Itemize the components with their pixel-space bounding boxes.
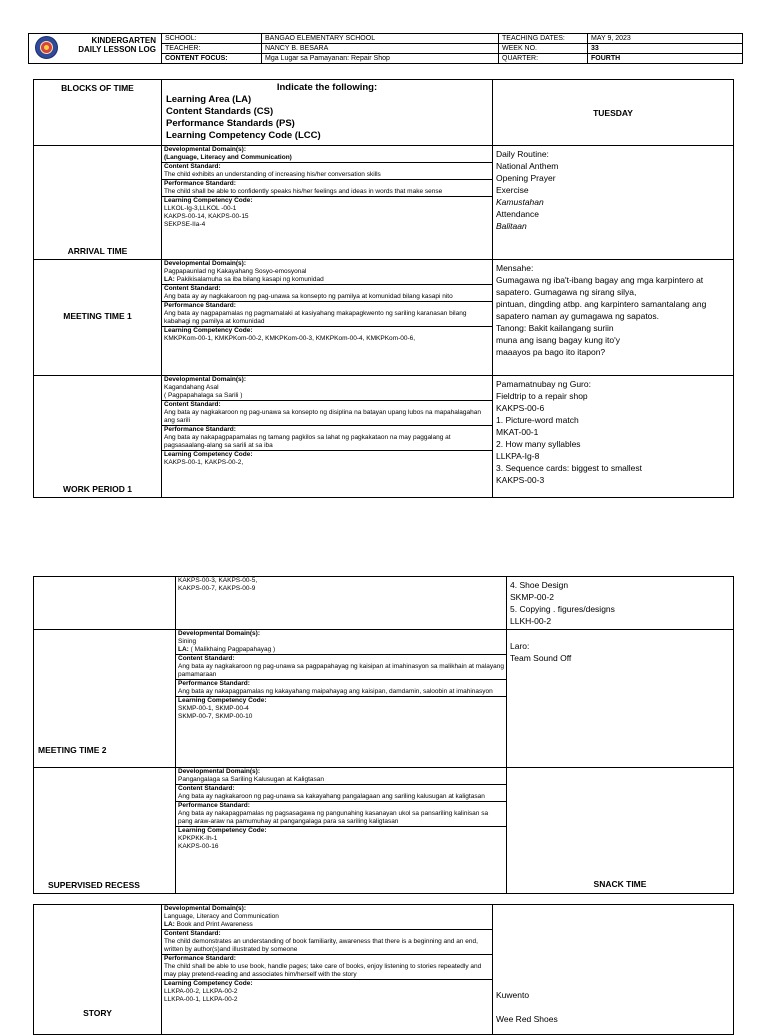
header-table <box>28 33 743 64</box>
work1-code-4: KAKPS-00-3 <box>496 475 545 485</box>
work1-ps-heading: Performance Standard: <box>164 426 236 433</box>
recess-lcc-heading: Learning Competency Code: <box>178 827 267 834</box>
continued-domain-cell <box>176 577 507 630</box>
story-dd-heading: Developmental Domain(s): <box>164 905 246 912</box>
continued-code-4: SKMP-00-2 <box>510 592 554 602</box>
work1-lcc-heading: Learning Competency Code: <box>164 451 253 458</box>
meeting2-cs-1: Ang bata ay nagkakaroon ng pag-unawa sa pagpapahayag ng kaisipan at imahinasyon sa malikhain at malayang <box>178 663 504 670</box>
indicate-la: Learning Area (LA) <box>166 94 252 105</box>
work1-dd-heading: Developmental Domain(s): <box>164 376 246 383</box>
meeting1-dd: Pagpapaunlad ng Kakayahang Sosyo-emosyonal <box>164 268 307 275</box>
story-lcc-1: LLKPA-00-2, LLKPA-00-2 <box>164 988 238 995</box>
arrival-cs-heading: Content Standard: <box>164 163 221 170</box>
school-label: SCHOOL: <box>162 34 262 44</box>
work1-lcc: KAKPS-00-1, KAKPS-00-2, <box>164 459 244 466</box>
work1-code-1: KAKPS-00-6 <box>496 403 545 413</box>
meeting2-lcc-heading: Learning Competency Code: <box>178 697 267 704</box>
lesson-table-2 <box>33 576 734 894</box>
work1-code-2: MKAT-00-1 <box>496 427 539 437</box>
recess-lcc-1: KPKPKK-Ih-1 <box>178 835 218 842</box>
dates-value: MAY 9, 2023 <box>588 34 743 44</box>
arrival-routine-prayer: Opening Prayer <box>496 173 556 183</box>
recess-dd: Pangangalaga sa Sariling Kalusugan at Kaligtasan <box>178 776 324 783</box>
meeting2-lcc-1: SKMP-00-1, SKMP-00-4 <box>178 705 249 712</box>
indicate-cs: Content Standards (CS) <box>166 106 274 117</box>
indicate-lcc: Learning Competency Code (LCC) <box>166 130 321 141</box>
work1-fieldtrip: Fieldtrip to a repair shop <box>496 391 588 401</box>
meeting2-dd-heading: Developmental Domain(s): <box>178 630 260 637</box>
recess-ps: Ang bata ay nakapagpamalas ng pagsasagawa ng pangunahing kasanayan ukol sa pansariling kalinisan sa pang araw-araw na pamumuhay at pangangalaga para sa sariling kaligtasan <box>178 810 489 825</box>
meeting1-cs: Ang bata ay ay nagkakaroon ng pag-unawa sa konsepto ng pamilya at komunidad bilang kasapi nito <box>164 293 453 300</box>
meeting2-domain-cell <box>176 630 507 768</box>
arrival-lcc-heading: Learning Competency Code: <box>164 197 253 204</box>
recess-lcc-2: KAKPS-00-16 <box>178 843 219 850</box>
story-la: Book and Print Awareness <box>174 921 253 928</box>
meeting1-la: Pakikisalamuha sa iba bilang kasapi ng komunidad <box>174 276 324 283</box>
work1-cs-heading: Content Standard: <box>164 401 221 408</box>
teacher-label: TEACHER: <box>162 44 262 54</box>
arrival-routine-balitaan: Balitaan <box>496 221 527 231</box>
meeting2-cs-heading: Content Standard: <box>178 655 235 662</box>
meeting1-message-title: Mensahe: <box>496 263 534 273</box>
work1-guide-title: Pamamatnubay ng Guro: <box>496 379 591 389</box>
header-title-line2: DAILY LESSON LOG <box>78 45 156 54</box>
arrival-cs: The child exhibits an understanding of increasing his/her conversation skills <box>164 171 381 178</box>
meeting2-la: ( Malikhaing Pagpapahayag ) <box>188 646 276 653</box>
work1-activity-2: 2. How many syllables <box>496 439 581 449</box>
meeting2-time-label: MEETING TIME 2 <box>34 630 176 768</box>
lesson-table-3 <box>33 904 734 1035</box>
story-ps: The child shall be able to use book, handle pages; take care of books, enjoy listening to stories repeatedly and may play pretend-reading and associates him/herself with the story <box>164 963 482 978</box>
continued-activity-5: 5. Copying . figures/designs <box>510 604 615 614</box>
school-value: BANGAO ELEMENTARY SCHOOL <box>262 34 499 44</box>
dates-label: TEACHING DATES: <box>499 34 588 44</box>
meeting1-lcc-heading: Learning Competency Code: <box>164 327 253 334</box>
work1-cs: Ang bata ay nagkakaroon ng pag-unawa sa konsepto ng disiplina na batayan upang lubos na mapahalagahan ang sarili <box>164 409 481 424</box>
arrival-lcc-2: KAKPS-00-14, KAKPS-00-15 <box>164 213 249 220</box>
story-lcc-heading: Learning Competency Code: <box>164 980 253 987</box>
story-activity-cell <box>493 905 734 1035</box>
continued-activity-4: 4. Shoe Design <box>510 580 569 590</box>
meeting1-domain-cell <box>162 260 493 376</box>
story-title: Wee Red Shoes <box>496 1014 558 1024</box>
quarter-value: FOURTH <box>588 54 743 64</box>
recess-cs: Ang bata ay nagkakaroon ng pag-unawa sa kakayahang pangalagaan ang sariling kalusugan at kaligtasan <box>178 793 485 800</box>
continued-activity-cell <box>507 577 734 630</box>
work1-activity-cell <box>493 376 734 498</box>
meeting2-game-name: Team Sound Off <box>510 653 572 663</box>
meeting2-la-heading: LA: <box>178 646 189 653</box>
arrival-time-label: ARRIVAL TIME <box>34 146 162 260</box>
recess-domain-cell <box>176 768 507 894</box>
quarter-label: QUARTER: <box>499 54 588 64</box>
story-la-heading: LA: <box>164 921 175 928</box>
continued-lcc-1: KAKPS-00-3, KAKPS-00-5, <box>178 577 258 584</box>
story-cs-heading: Content Standard: <box>164 930 221 937</box>
week-label: WEEK NO. <box>499 44 588 54</box>
indicate-header <box>162 80 493 146</box>
arrival-lcc-1: LLKOL-Ig-3,LLKOL -00-1 <box>164 205 237 212</box>
arrival-routine-attendance: Attendance <box>496 209 540 219</box>
meeting2-ps: Ang bata ay nakapagpamalas ng kakayahang maipahayag ang kaisipan, damdamin, saloobin at imahinasyon <box>178 688 493 695</box>
work1-code-3: LLKPA-Ig-8 <box>496 451 540 461</box>
continued-time-cell <box>34 577 176 630</box>
meeting2-ps-heading: Performance Standard: <box>178 680 250 687</box>
continued-code-5: LLKH-00-2 <box>510 616 552 626</box>
work1-domain-cell <box>162 376 493 498</box>
arrival-lcc-3: SEKPSE-IIa-4 <box>164 221 206 228</box>
indicate-title: Indicate the following: <box>276 82 378 93</box>
meeting1-message-2: pintuan, dingding atbp. ang karpintero samantalang ang sapatero naman ay gumagawa ng sapatos. <box>496 299 707 321</box>
focus-label: CONTENT FOCUS: <box>162 54 262 64</box>
meeting2-dd: Sining <box>178 638 197 645</box>
arrival-routine-anthem: National Anthem <box>496 161 559 171</box>
story-lcc-2: LLKPA-00-1, LLKPA-00-2 <box>164 996 238 1003</box>
blocks-of-time-header: BLOCKS OF TIME <box>34 80 162 146</box>
meeting1-time-label: MEETING TIME 1 <box>34 260 162 376</box>
teacher-value: NANCY B. BESARA <box>262 44 499 54</box>
meeting1-ps: Ang bata ay nagpapamalas ng pagmamalaki at kasiyahang makapagkwento ng sariling karanasan bilang kabahagi ng pamilya at komunidad <box>164 310 467 325</box>
meeting1-lcc: KMKPKom-00-1, KMKPKom-00-2, KMKPKom-00-3, KMKPKom-00-4, KMKPKom-00-6, <box>164 335 416 342</box>
deped-seal-icon <box>35 36 58 59</box>
meeting2-cs-2: pamamaraan <box>178 671 217 678</box>
story-domain-cell <box>162 905 493 1035</box>
meeting1-dd-heading: Developmental Domain(s): <box>164 260 246 267</box>
story-type: Kuwento <box>496 990 530 1000</box>
work1-activity-1: 1. Picture-word match <box>496 415 579 425</box>
meeting1-la-heading: LA: <box>164 276 175 283</box>
story-ps-heading: Performance Standard: <box>164 955 236 962</box>
day-header: TUESDAY <box>493 80 734 146</box>
recess-time-label: SUPERVISED RECESS <box>34 768 176 894</box>
meeting2-activity-cell <box>507 630 734 768</box>
recess-dd-heading: Developmental Domain(s): <box>178 768 260 775</box>
recess-cs-heading: Content Standard: <box>178 785 235 792</box>
arrival-domain-cell <box>162 146 493 260</box>
meeting1-question-3: maaayos pa bago ito itapon? <box>496 347 606 357</box>
story-cs: The child demonstrates an understanding of book familiarity, awareness that there is a beginning and an end, written by author(s)and illustrated by someone <box>164 938 478 953</box>
header-title-line1: KINDERGARTEN <box>91 36 156 45</box>
focus-value: Mga Lugar sa Pamayanan: Repair Shop <box>262 54 499 64</box>
continued-lcc-2: KAKPS-00-7, KAKPS-00-9 <box>178 585 256 592</box>
meeting2-lcc-2: SKMP-00-7, SKMP-00-10 <box>178 713 253 720</box>
work1-dd-1: Kagandahang Asal <box>164 384 219 391</box>
week-value: 33 <box>588 44 743 54</box>
header-logo-cell <box>29 34 162 64</box>
indicate-ps: Performance Standards (PS) <box>166 118 295 129</box>
meeting2-game-title: Laro: <box>510 641 530 651</box>
work1-ps: Ang bata ay nakapagpapamalas ng tamang pagkilos sa lahat ng pagkakataon na may paggalang at pagsasaalang-alang sa sarili at sa iba <box>164 434 451 449</box>
work1-time-label: WORK PERIOD 1 <box>34 376 162 498</box>
arrival-routine-title: Daily Routine: <box>496 149 549 159</box>
meeting1-message-1: Gumagawa ng iba't-ibang bagay ang mga karpintero at sapatero. Gumagawa ng sirang silya, <box>496 275 704 297</box>
lesson-table-1 <box>33 79 734 498</box>
arrival-routine-exercise: Exercise <box>496 185 529 195</box>
arrival-routine-kamustahan: Kamustahan <box>496 197 544 207</box>
work1-activity-3: 3. Sequence cards: biggest to smallest <box>496 463 642 473</box>
arrival-activity-cell <box>493 146 734 260</box>
recess-ps-heading: Performance Standard: <box>178 802 250 809</box>
header-title <box>78 36 156 54</box>
arrival-dd-heading: Developmental Domain(s): <box>164 146 246 153</box>
arrival-ps-heading: Performance Standard: <box>164 180 236 187</box>
meeting1-ps-heading: Performance Standard: <box>164 302 236 309</box>
meeting1-activity-cell <box>493 260 734 376</box>
work1-dd-2: ( Pagpapahalaga sa Sarili ) <box>164 392 243 399</box>
story-time-label: STORY <box>34 905 162 1035</box>
meeting1-question-2: muna ang isang bagay kung ito'y <box>496 335 621 345</box>
meeting1-question-1: Tanong: Bakit kailangang suriin <box>496 323 614 333</box>
meeting1-cs-heading: Content Standard: <box>164 285 221 292</box>
snack-time-label: SNACK TIME <box>507 768 734 894</box>
story-dd: Language, Literacy and Communication <box>164 913 279 920</box>
arrival-dd: (Language, Literacy and Communication) <box>164 154 292 161</box>
arrival-ps: The child shall be able to confidently speaks his/her feelings and ideas in words that make sense <box>164 188 443 195</box>
